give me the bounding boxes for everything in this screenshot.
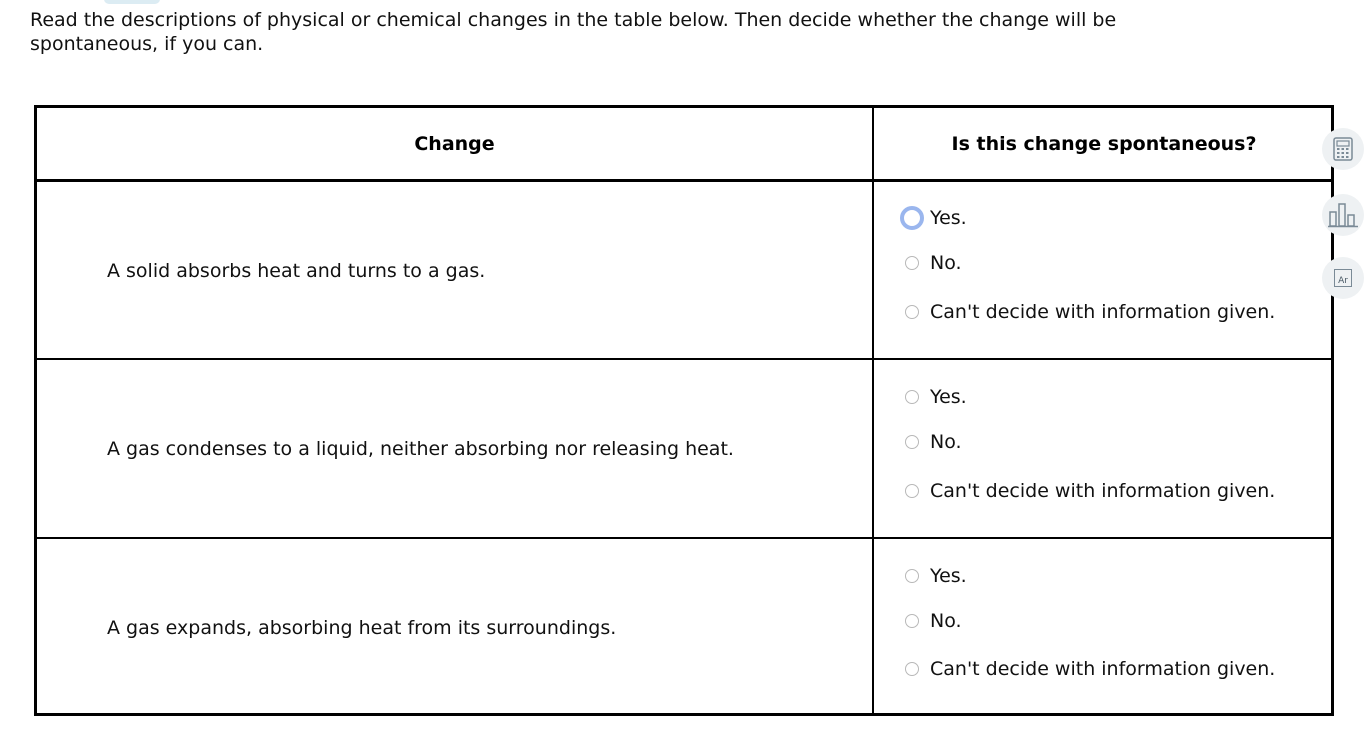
radio-button[interactable] — [900, 206, 924, 230]
periodic-table-icon — [1334, 269, 1352, 287]
header-change: Change — [414, 132, 495, 155]
option-label: No. — [930, 252, 962, 274]
radio-button[interactable] — [905, 569, 919, 583]
option-yes[interactable] — [901, 206, 967, 230]
radio-button[interactable] — [905, 256, 919, 270]
radio-button[interactable] — [905, 484, 919, 498]
change-description: A solid absorbs heat and turns to a gas. — [107, 260, 486, 282]
option-label: Yes. — [930, 565, 967, 587]
change-description: A gas condenses to a liquid, neither absorbing nor releasing heat. — [107, 438, 734, 460]
periodic-table-button[interactable] — [1322, 257, 1364, 299]
option-cant-decide[interactable] — [901, 480, 1275, 502]
table-row — [37, 182, 1331, 360]
option-label: Can't decide with information given. — [930, 480, 1276, 502]
option-cant-decide[interactable] — [901, 301, 1275, 323]
option-yes[interactable] — [901, 386, 967, 408]
header-spontaneous: Is this change spontaneous? — [951, 132, 1257, 155]
option-yes[interactable] — [901, 565, 967, 587]
option-cant-decide[interactable] — [901, 658, 1275, 680]
radio-button[interactable] — [905, 305, 919, 319]
table-row — [37, 358, 1331, 538]
data-chart-button[interactable] — [1322, 194, 1364, 236]
option-label: No. — [930, 431, 962, 453]
option-label: Can't decide with information given. — [930, 658, 1276, 680]
bar-chart-icon — [1328, 202, 1358, 228]
option-no[interactable] — [901, 431, 962, 453]
calculator-button[interactable] — [1322, 128, 1364, 170]
radio-button[interactable] — [905, 614, 919, 628]
option-no[interactable] — [901, 610, 962, 632]
radio-button[interactable] — [905, 662, 919, 676]
question-table — [34, 105, 1334, 716]
radio-button[interactable] — [905, 390, 919, 404]
option-label: Yes. — [930, 386, 967, 408]
instructions: Read the descriptions of physical or chemical changes in the table below. Then decide whether the change will be spontaneous, if you can. — [30, 9, 1117, 55]
table-row — [37, 537, 1331, 717]
periodic-symbol: Ar — [1338, 276, 1348, 286]
option-label: Yes. — [930, 207, 967, 229]
option-label: Can't decide with information given. — [930, 301, 1276, 323]
option-label: No. — [930, 610, 962, 632]
top-tab — [104, 0, 160, 4]
option-no[interactable] — [901, 252, 962, 274]
calculator-icon — [1333, 137, 1353, 161]
table-header — [37, 108, 1331, 182]
change-description: A gas expands, absorbing heat from its surroundings. — [107, 617, 617, 639]
radio-button[interactable] — [905, 435, 919, 449]
